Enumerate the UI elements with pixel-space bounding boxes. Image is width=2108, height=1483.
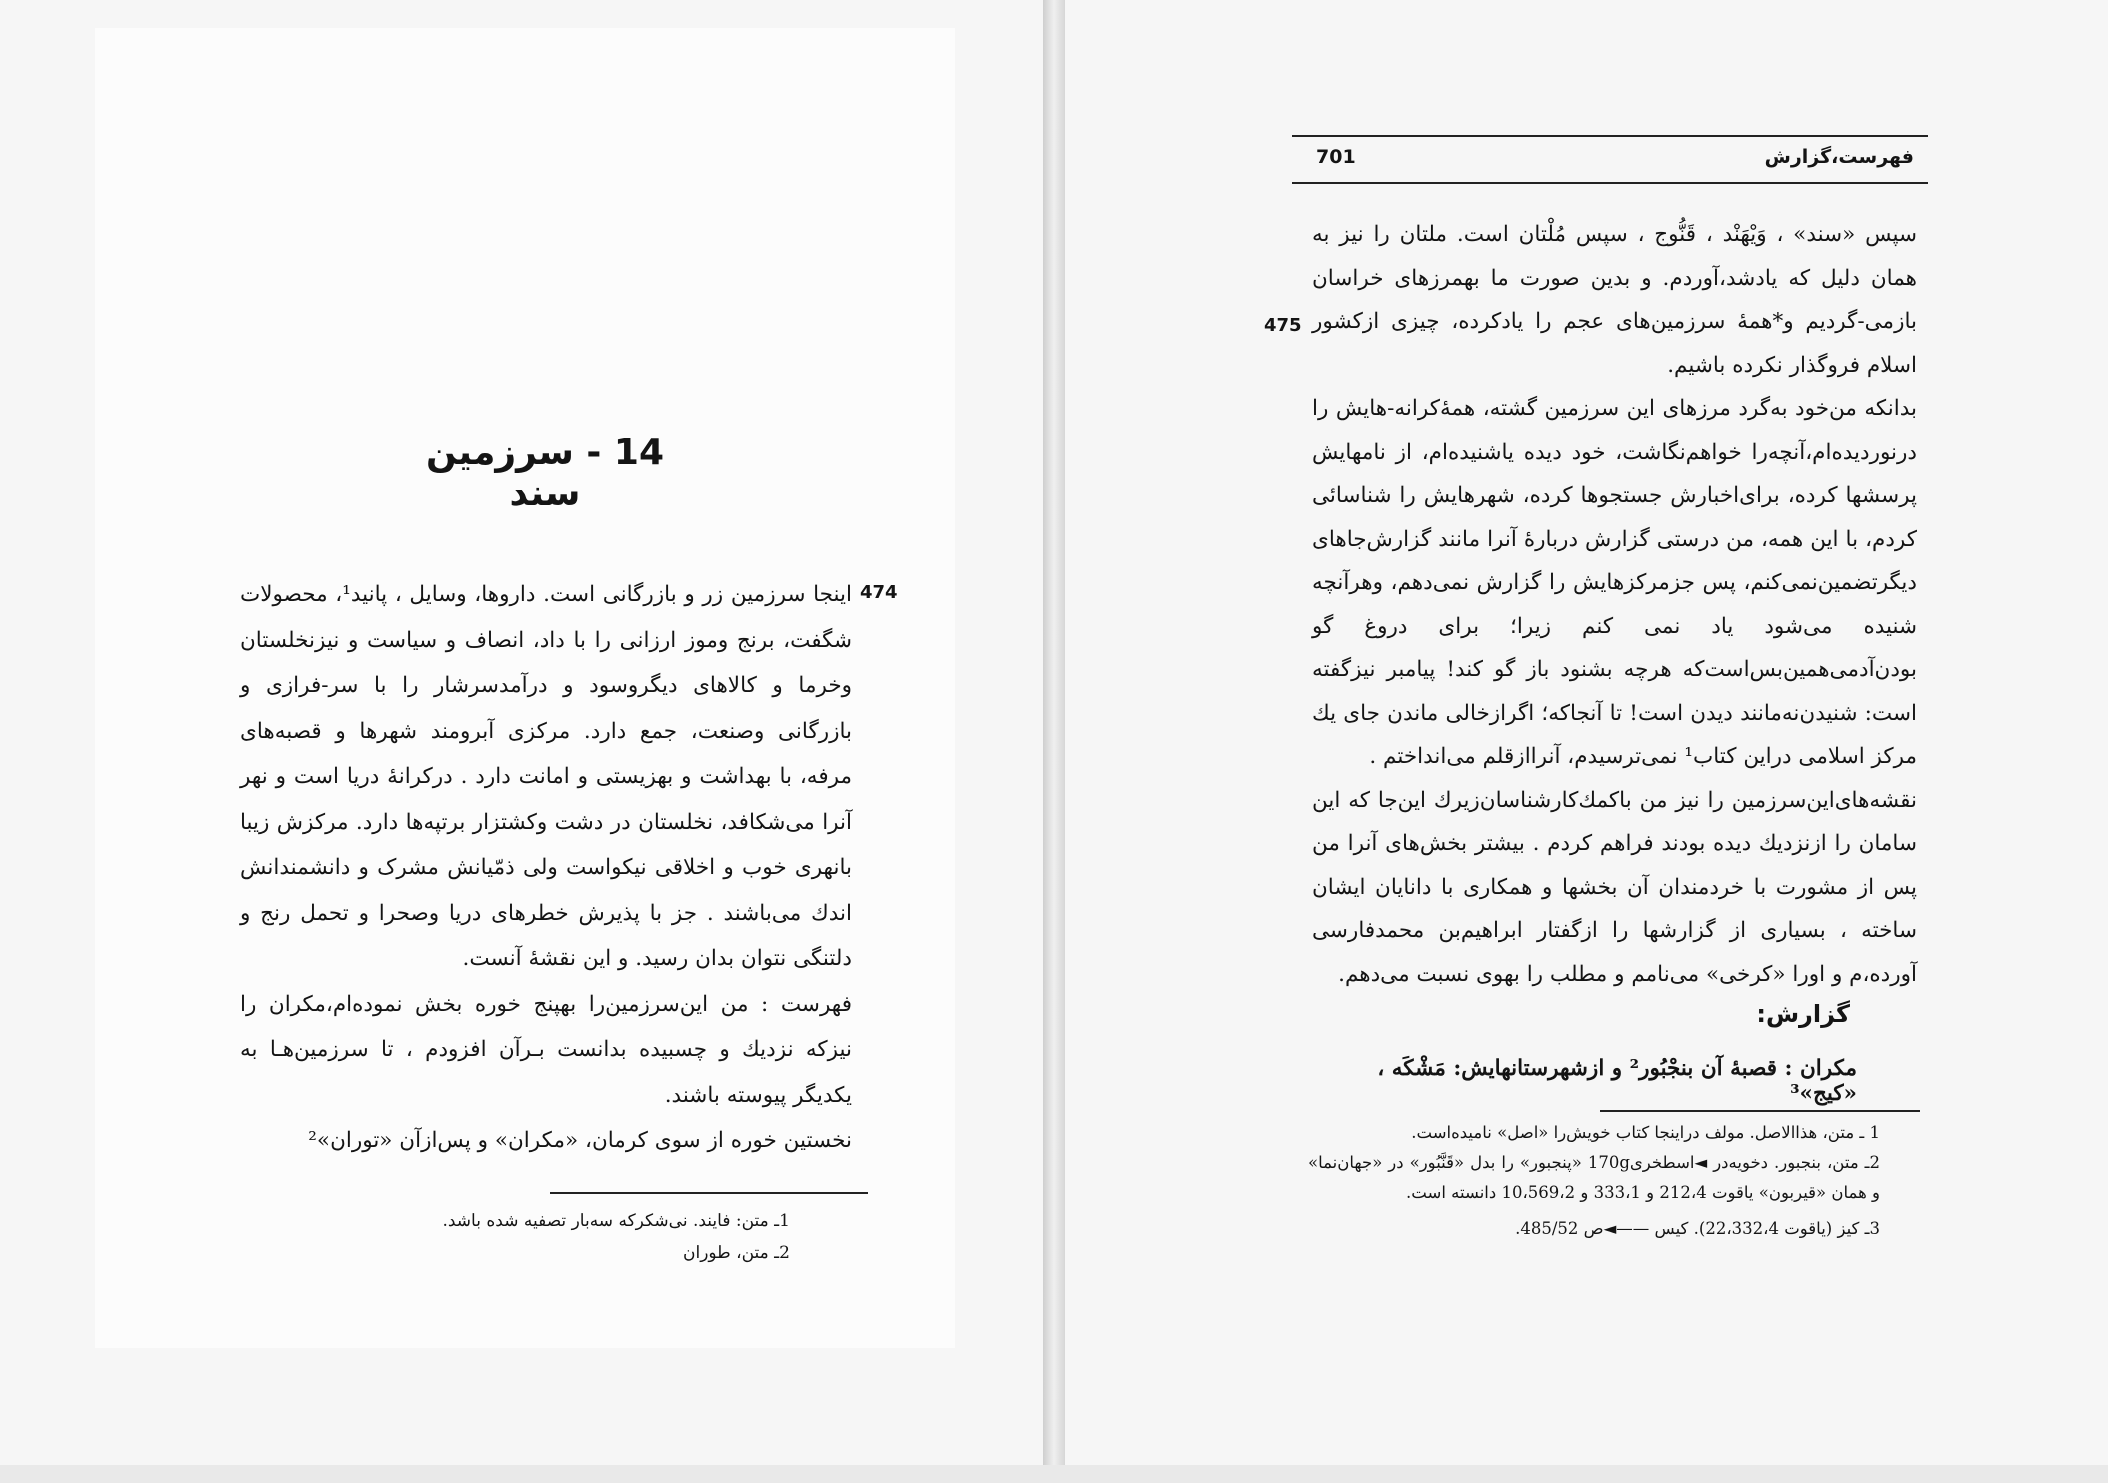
right-page-footnotes — [1308, 1118, 1880, 1244]
footnote-divider — [550, 1192, 868, 1194]
left-margin-number: 474 — [860, 582, 898, 603]
right-margin-number: 475 — [1264, 315, 1302, 336]
footnote: 2ـ متن، طوران — [682, 1243, 790, 1263]
paragraph: نقشه‌های‌این‌سرزمین را نیز من باکمك‌کارشناسان‌زیرك این‌جا که این سامان را ازنزدیك دیده بودند فراهم کردم . بیشتر بخش‌های آنرا من پس از مشورت با خردمندان آن بخشها و همکاری با دانایان ایشان ساخته ، بسیاری از گزارشها را ازگفتار ابراهیم‌بن محمدفارسی آورده،م و اورا «کرخی» می‌نامم و مطلب را بهوی نسبت می‌دهم. — [1312, 787, 1917, 987]
running-header — [1292, 135, 1928, 184]
page-gutter — [1043, 0, 1065, 1465]
footnote: 3ـ کیز (یاقوت 22،332،4). کیس ——◄ص 485/52. — [1515, 1219, 1880, 1238]
left-page-body — [240, 572, 852, 1164]
footnote: 1 ـ متن، هذاالاصل. مولف دراینجا کتاب خویش‌را «اصل» نامیده‌است. — [1411, 1123, 1880, 1142]
running-header-title: فهرست،گزارش — [1764, 146, 1914, 168]
footnote-divider — [1600, 1110, 1920, 1112]
footnote: 2ـ متن، بنجبور. دخویه‌در ◄اسطخری170g «پنجبور» را بدل «قَنَّبُور» در «جهان‌نما» و همان «قیربون» یاقوت 212،4 و 333،1 و 10،569،2 دانسته است. — [1308, 1153, 1880, 1202]
paragraph: نخستین خوره از سوی کرمان، «مکران» و پس‌ازآن «توران»² — [308, 1128, 852, 1153]
paragraph: بدانکه من‌خود به‌گرد مرزهای این سرزمین گشته، همهٔ‌کرانه-هایش را درنوردیده‌ام،آنچه‌را خواهم‌نگاشت، خود دیده یاشنیده‌ام، از نامهایش پرسشها کرده، برای‌اخبارش جستجوها کرده، شهرهایش را شناسائی کردم، با این همه، من درستی گزارش دربارهٔ آنرا مانند گزارش‌جاهای دیگرتضمین‌نمی‌کنم، پس جزمرکزهایش را گزارش نمی‌دهم، وهرآنچه شنیده می‌شود یاد نمی کنم زیرا؛ برای دروغ گو بودن‌آدمی‌همین‌بس‌است‌که هرچه بشنود باز گو کند! پیامبر نیزگفته است: شنیدن‌نه‌مانند دیدن است! تا آنجاکه؛ اگرازخالی ماندن جای یك مرکز اسلامی دراین کتاب¹ نمی‌ترسیدم، آنرااز‌قلم می‌انداختم . — [1312, 396, 1917, 769]
paragraph: فهرست : من این‌سرزمین‌را بهپنج خوره بخش نموده‌ام،مکران را نیزکه نزدیك و چسبیده بدانست بـرآن افزودم ، تا سرزمین‌هـا به یکدیگر پیوسته باشند. — [240, 991, 852, 1108]
left-page-footnotes — [400, 1205, 790, 1269]
footnote: 1ـ متن: فایند. نی‌شکرکه سه‌بار تصفیه شده باشد. — [442, 1211, 790, 1231]
section-subheading: گزارش: — [1756, 1000, 1850, 1028]
chapter-title: 14 - سرزمین سند — [425, 432, 665, 514]
paragraph: اینجا سرزمین زر و بازرگانی است. داروها، وسایل ، پانید¹، محصولات شگفت، برنج وموز ارزانی را با داد، انصاف و سیاست و نیزنخلستان وخرما و کالاهای دیگروسود و درآمدسرشار را با سر-فرازی و بازرگانی وصنعت، جمع دارد. مرکزی آبرومند شهرها و قصبه‌های مرفه، با بهداشت و بهزیستی و امانت دارد . درکرانهٔ دریا است و نهر آنرا می‌شکافد، نخلستان در دشت وکشتزار برتپه‌ها دارد. مرکزش زیبا بانهری خوب و اخلاقی نیکواست ولی ذمّیانش مشرک و دانشمندانش اندك می‌باشند . جز با پذیرش خطرهای دریا وصحرا و تحمل رنج و دلتنگی نتوان بدان رسید. و این نقشهٔ آنست. — [240, 582, 852, 971]
page-number: 701 — [1316, 146, 1356, 168]
right-page-body — [1312, 213, 1917, 996]
makran-entry: مکران : قصبهٔ آن بنجْبُور² و ازشهرستانهایش: مَشْکَه ، «کیج»³ — [1377, 1056, 1857, 1106]
paragraph: سپس «سند» ، وَیْهَنْد ، قَنُّوج ، سپس مُلْتان است. ملتان را نیز به همان دلیل که یادشد،آوردم. و بدین صورت ما بهمرزهای خراسان بازمی-گردیم و*همهٔ سرزمین‌های عجم را یادکرده، چیزی ازکشور اسلام فروگذار نکرده باشیم. — [1312, 222, 1917, 378]
